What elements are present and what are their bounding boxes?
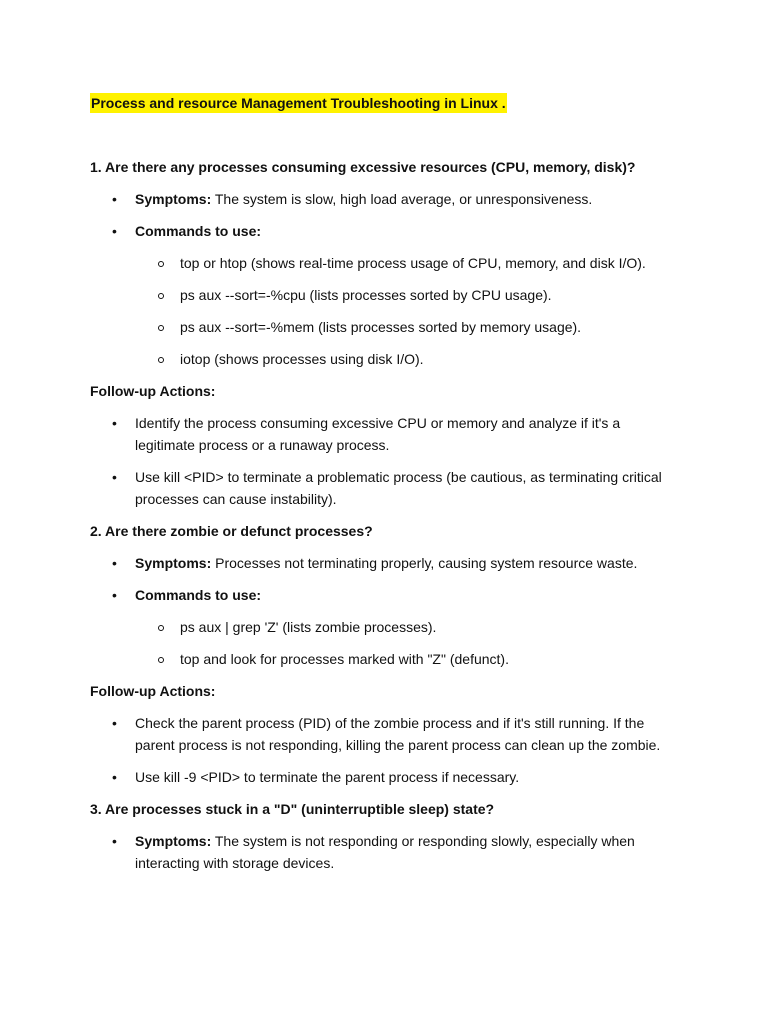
- symptoms-label: Symptoms:: [135, 833, 212, 849]
- command-item: top or htop (shows real-time process usage of CPU, memory, and disk I/O).: [135, 252, 680, 274]
- section-1: [90, 156, 680, 510]
- followup-item: • Check the parent process (PID) of the zombie process and if it's still running. If the parent process is not responding, killing the parent process can clean up the zombie.: [90, 712, 680, 756]
- section-3: [90, 798, 680, 874]
- section-heading: 1. Are there any processes consuming excessive resources (CPU, memory, disk)?: [90, 159, 636, 175]
- command-item: ps aux | grep 'Z' (lists zombie processes).: [135, 616, 680, 638]
- commands-list: [135, 616, 680, 670]
- command-item: ps aux --sort=-%mem (lists processes sorted by memory usage).: [135, 316, 680, 338]
- title-wrap: [90, 92, 680, 114]
- symptoms-label: Symptoms:: [135, 191, 212, 207]
- symptoms-text: The system is slow, high load average, or unresponsiveness.: [211, 191, 593, 207]
- command-item: iotop (shows processes using disk I/O).: [135, 348, 680, 370]
- followup-label: Follow-up Actions:: [90, 683, 216, 699]
- section-bullets: [90, 830, 680, 874]
- commands-item: [90, 220, 680, 370]
- symptoms-text: Processes not terminating properly, causing system resource waste.: [211, 555, 638, 571]
- command-item: top and look for processes marked with "Z" (defunct).: [135, 648, 680, 670]
- commands-label: Commands to use:: [135, 223, 262, 239]
- symptoms-item: [90, 552, 680, 574]
- section-bullets: [90, 552, 680, 670]
- followup-list: [90, 712, 680, 788]
- commands-list: [135, 252, 680, 370]
- document-title: Process and resource Management Troubleshooting in Linux .: [91, 95, 506, 111]
- commands-label: Commands to use:: [135, 587, 262, 603]
- section-2: [90, 520, 680, 788]
- followup-label: Follow-up Actions:: [90, 383, 216, 399]
- followup-list: [90, 412, 680, 510]
- section-heading: 3. Are processes stuck in a "D" (uninterruptible sleep) state?: [90, 801, 495, 817]
- symptoms-label: Symptoms:: [135, 555, 212, 571]
- section-heading: 2. Are there zombie or defunct processes?: [90, 523, 373, 539]
- symptoms-text: The system is not responding or responding slowly, especially when interacting with storage devices.: [135, 833, 635, 871]
- commands-item: [90, 584, 680, 670]
- followup-item: • Use kill -9 <PID> to terminate the parent process if necessary.: [90, 766, 680, 788]
- symptoms-item: [90, 830, 680, 874]
- document-page: [90, 92, 680, 884]
- command-item: ps aux --sort=-%cpu (lists processes sorted by CPU usage).: [135, 284, 680, 306]
- followup-item: • Use kill <PID> to terminate a problematic process (be cautious, as terminating critical processes can cause instability).: [90, 466, 680, 510]
- section-bullets: [90, 188, 680, 370]
- symptoms-item: [90, 188, 680, 210]
- followup-item: • Identify the process consuming excessive CPU or memory and analyze if it's a legitimate process or a runaway process.: [90, 412, 680, 456]
